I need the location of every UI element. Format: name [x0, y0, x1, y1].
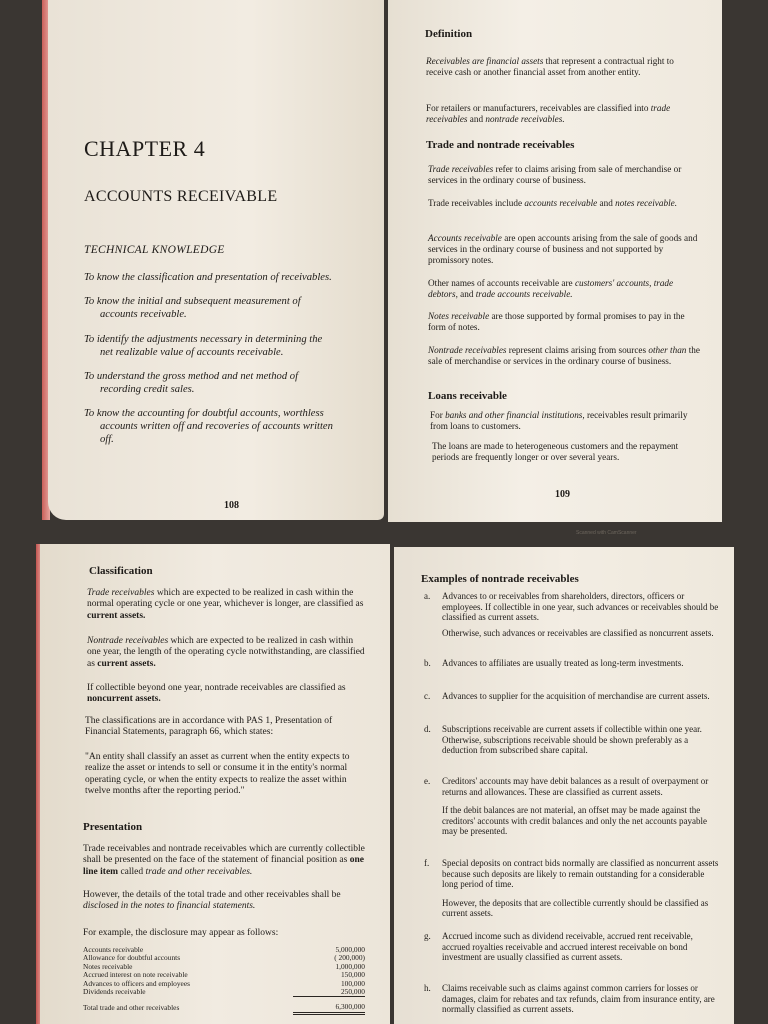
list-item [424, 983, 720, 1015]
classification-paragraph-1 [87, 588, 369, 622]
trade-paragraph-2 [428, 198, 702, 209]
list-item [424, 691, 720, 702]
classification-paragraph-3 [87, 683, 369, 706]
disclosure-table [83, 946, 365, 1015]
list-item [424, 724, 720, 756]
emphasis: current assets. [87, 610, 146, 621]
term: nontrade receivables. [485, 114, 565, 124]
item-letter: a. [424, 591, 431, 601]
text: Other names of accounts receivable are [428, 278, 575, 288]
objective-text: To know the accounting for doubtful accounts, worthless [84, 408, 324, 419]
heading-examples: Examples of nontrade receivables [421, 573, 579, 585]
objective-text: To understand the gross method and net method of [84, 371, 299, 382]
heading-presentation: Presentation [83, 821, 143, 833]
section-label: TECHNICAL KNOWLEDGE [84, 244, 225, 256]
item-text: Advances to affiliates are usually treated as long-term investments. [442, 658, 684, 668]
row-label: Accounts receivable [83, 945, 144, 954]
row-label: Allowance for doubtful accounts [83, 953, 181, 963]
page-number: 109 [555, 489, 570, 500]
heading-trade-nontrade: Trade and nontrade receivables [426, 139, 575, 151]
row-value: 150,000 [340, 970, 365, 980]
objective-2 [84, 295, 374, 321]
total-label: Total trade and other receivables [83, 1002, 180, 1012]
table-total-row [83, 997, 365, 1013]
classification-paragraph-2 [87, 636, 369, 670]
item-text: Accrued income such as dividend receivable, accrued rent receivable, accrued royalties receivable and accrued interest receivable on bond investment are usually classified as current assets. [442, 931, 693, 963]
objective-text: To know the classification and presentation of receivables. [84, 272, 332, 283]
definition-paragraph-2 [426, 103, 701, 125]
emphasis: noncurrent assets. [87, 694, 161, 705]
item-letter: e. [424, 776, 431, 786]
text: For [430, 410, 446, 420]
item-text: Special deposits on contract bids normally are classified as noncurrent assets because such deposits are likely to remain outstanding for a considerable long period of time. [442, 858, 719, 890]
row-label: Accrued interest on note receivable [83, 970, 188, 980]
table-row [83, 988, 365, 997]
term: accounts receivable [524, 198, 598, 208]
objective-5 [84, 407, 374, 446]
item-text-extra: Otherwise, such advances or receivables are classified as noncurrent assets. [442, 627, 714, 638]
objective-text: To know the initial and subsequent measurement of [84, 296, 301, 307]
row-label: Dividends receivable [83, 987, 146, 997]
term: trade and other receivables. [145, 866, 253, 877]
item-letter: g. [424, 931, 431, 941]
term: disclosed in the notes to financial statements. [83, 901, 256, 912]
list-item [424, 776, 720, 837]
presentation-paragraph-3: For example, the disclosure may appear as follows: [83, 928, 279, 938]
text: which are expected to be realized in cash within the normal operating cycle or one year, whichever is longer, are classified as [87, 588, 364, 610]
row-label: Notes receivable [83, 961, 133, 971]
presentation-paragraph-1 [83, 844, 369, 878]
objective-4 [84, 370, 374, 396]
text: Trade receivables and nontrade receivables which are currently collectible shall be presented on the face of the statement of financial position as [83, 844, 365, 866]
trade-paragraph-4 [428, 278, 702, 300]
term: banks and other financial institutions, [445, 410, 585, 420]
definition-paragraph-1 [426, 56, 701, 78]
objective-text-cont: net realizable value of accounts receivable. [100, 347, 284, 358]
row-value: 1,000,000 [335, 961, 365, 971]
text: called [118, 866, 146, 877]
text: However, the details of the total trade and other receivables shall be [83, 890, 341, 900]
text: the sale of merchandise or services in the ordinary course of business. [428, 345, 700, 366]
item-letter: c. [424, 691, 431, 701]
term: Nontrade receivables [87, 636, 169, 646]
item-text-extra: However, the deposits that are collectible currently should be classified as current assets. [442, 897, 709, 919]
term: Trade receivables [428, 164, 494, 174]
term: customers' accounts, trade debtors, [428, 278, 674, 299]
item-text: Claims receivable such as claims against common carriers for losses or damages, claim for rebates and tax refunds, claim from insurance entity, are normally classified as current assets. [442, 983, 715, 1015]
list-item [424, 658, 720, 669]
item-text: Advances to or receivables from shareholders, directors, officers or employees. If collectible in one year, such advances or receivables should be classified as current assets. [442, 591, 719, 623]
page-number: 108 [224, 500, 239, 511]
text: are open accounts arising from the sale of goods and services in the ordinary course of business and not supported by promissory notes. [428, 233, 698, 265]
objective-text-cont: recording credit sales. [100, 384, 195, 395]
list-item [424, 591, 720, 638]
page-109 [388, 0, 722, 522]
chapter-name: ACCOUNTS RECEIVABLE [84, 188, 278, 205]
emphasis: current assets. [97, 658, 156, 669]
trade-paragraph-3 [428, 233, 702, 266]
loans-paragraph-2: The loans are made to heterogeneous customers and the repayment periods are frequently longer or over several years. [432, 441, 679, 462]
term: Notes receivable [428, 311, 490, 321]
page-examples-nontrade [394, 547, 734, 1024]
item-letter: d. [424, 724, 431, 734]
text: which are expected to be realized in cash within one year, the length of the operating cycle notwithstanding, are classified as [87, 636, 365, 669]
chapter-title: CHAPTER 4 [84, 136, 206, 161]
list-item [424, 858, 720, 919]
text: Trade receivables include [428, 198, 525, 208]
text: refer to claims arising from sale of merchandise or services in the ordinary course of business. [428, 164, 682, 185]
term: Receivables are financial assets [426, 56, 544, 66]
text: are those supported by formal promises to pay in the form of notes. [428, 311, 685, 332]
item-letter: b. [424, 658, 431, 668]
objective-text-cont: accounts receivable. [100, 309, 187, 320]
presentation-paragraph-2 [83, 890, 369, 913]
trade-paragraph-1 [428, 164, 702, 186]
objective-text-cont: accounts written off and recoveries of accounts written [100, 421, 333, 432]
trade-paragraph-5 [428, 311, 702, 333]
objective-text: To identify the adjustments necessary in determining the [84, 334, 323, 345]
text: and [467, 114, 486, 124]
item-text: Subscriptions receivable are current assets if collectible within one year. Otherwise, subscriptions receivable should be shown preferably as a deduction from subscribed share capital. [442, 724, 702, 756]
row-value: 100,000 [340, 978, 365, 988]
classification-paragraph-4: The classifications are in accordance with PAS 1, Presentation of Financial Statements, paragraph 66, which states: [85, 716, 333, 738]
term: other than [648, 345, 687, 355]
text: represent claims arising from sources [506, 345, 649, 355]
row-label: Advances to officers and employees [83, 978, 190, 988]
trade-paragraph-6 [428, 345, 702, 367]
pas1-quote: "An entity shall classify an asset as current when the entity expects to realize the asset or intends to sell or consume it in the entity's normal operating cycle, or when the entity expects to realize the asset within twelve months after the reporting period." [85, 752, 350, 797]
heading-definition: Definition [425, 28, 473, 40]
heading-classification: Classification [89, 565, 153, 577]
objective-text-cont: off. [100, 434, 114, 445]
text: receivables result primarily from loans to customers. [430, 410, 688, 431]
term: notes receivable. [615, 198, 677, 208]
text: and [457, 289, 476, 299]
term: Trade receivables [87, 588, 155, 598]
item-text: Creditors' accounts may have debit balances as a result of overpayment or returns and allowances. These are classified as current assets. [442, 776, 709, 797]
term: Accounts receivable [428, 233, 502, 243]
emphasis: one line item [83, 855, 364, 877]
page-108 [48, 0, 384, 520]
term: trade receivables [426, 103, 671, 124]
page-classification [40, 544, 390, 1024]
objective-3 [84, 333, 374, 359]
objective-1 [84, 271, 374, 284]
item-text: Advances to supplier for the acquisition of merchandise are current assets. [442, 691, 710, 701]
text: For retailers or manufacturers, receivables are classified into [426, 103, 651, 113]
term: Nontrade receivables [428, 345, 507, 355]
item-letter: f. [424, 858, 430, 868]
heading-loans: Loans receivable [428, 390, 507, 402]
text: If collectible beyond one year, nontrade receivables are classified as [87, 683, 346, 693]
row-value: 5,000,000 [335, 945, 365, 954]
row-value: ( 200,000) [334, 953, 365, 963]
loans-paragraph-1 [430, 410, 702, 432]
scanner-watermark: Scanned with CamScanner [576, 530, 637, 536]
list-item [424, 931, 720, 963]
text: and [597, 198, 616, 208]
term: trade accounts receivable. [475, 289, 573, 299]
row-value: 250,000 [293, 988, 365, 997]
total-value: 6,300,000 [293, 997, 365, 1013]
item-text-extra: If the debit balances are not material, an offset may be made against the creditors' accounts with credit balances and only the net accounts payable may be presented. [442, 805, 708, 837]
item-letter: h. [424, 983, 431, 993]
text: that represent a contractual right to receive cash or another financial asset from another entity. [426, 56, 674, 77]
